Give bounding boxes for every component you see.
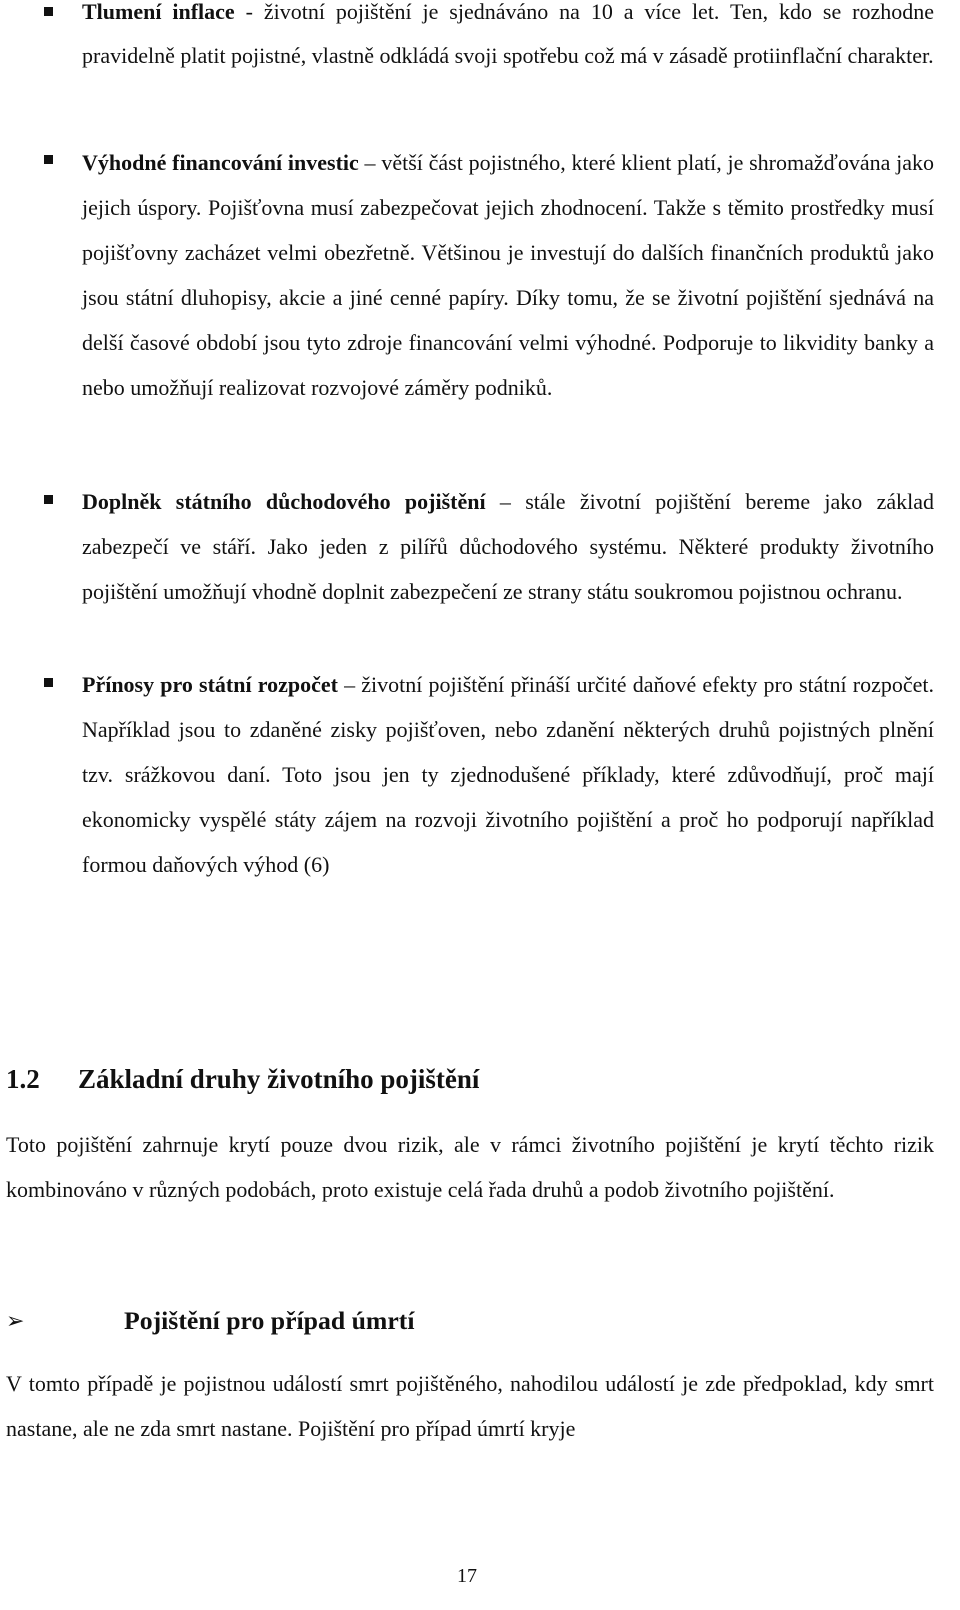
bullet-text: životní pojištění je sjednáváno na 10 a více let. Ten, kdo se rozhodne pravidelně platit pojistné, vlastně odkládá svoji spotřebu což má v zásadě protiinflační charakter. <box>82 0 934 68</box>
bullet-square-icon <box>44 678 53 687</box>
bullet-title: Výhodné financování investic <box>82 150 359 175</box>
bullet-text: větší část pojistného, které klient platí, je shromažďována jako jejich úspory. Pojišťovna musí zabezpečovat jejich zhodnocení. Takže s těmito prostředky musí pojišťovny zacházet velmi obezřetně. Většinou je investují do dalších finančních produktů jako jsou státní dluhopisy, akcie a jiné cenné papíry. Díky tomu, že se životní pojištění sjednává na delší časové období jsou tyto zdroje financování velmi výhodné. Podporuje to likvidity banky a nebo umožňují realizovat rozvojové záměry podniků. <box>82 150 935 400</box>
subsection-paragraph: V tomto případě je pojistnou událostí smrt pojištěného, nahodilou událostí je zde předpoklad, kdy smrt nastane, ale ne zda smrt nastane. Pojištění pro případ úmrtí kryje <box>6 1371 934 1441</box>
bullet-square-icon <box>44 7 53 16</box>
section-paragraph: Toto pojištění zahrnuje krytí pouze dvou rizik, ale v rámci životního pojištění je krytí těchto rizik kombinováno v různých podobách, proto existuje celá řada druhů a podob životního pojištění. <box>6 1132 934 1202</box>
section-heading <box>6 1062 479 1096</box>
section-title: Základní druhy životního pojištění <box>78 1064 480 1094</box>
bullet-separator: – <box>485 489 526 514</box>
bullet-item-inflation <box>82 0 934 77</box>
bullet-text: životní pojištění přináší určité daňové efekty pro státní rozpočet. Například jsou to zdaněné zisky pojišťoven, nebo zdanění některých druhů pojistných plnění tzv. srážkovou daní. Toto jsou jen ty zjednodušené příklady, které zdůvodňují, proč mají ekonomicky vyspělé státy zájem na rozvoji životního pojištění a proč ho podporují například formou daňových výhod (6) <box>82 672 935 877</box>
bullet-separator: – <box>337 672 362 697</box>
page-number: 17 <box>457 1565 477 1587</box>
bullet-title: Přínosy pro státní rozpočet <box>82 672 338 697</box>
bullet-text: stále životní pojištění bereme jako základ zabezpečí ve stáří. Jako jeden z pilířů důchodového systému. Některé produkty životního pojištění umožňují vhodně doplnit zabezpečení ze strany státu soukromou pojistnou ochranu. <box>82 489 934 604</box>
section-number: 1.2 <box>6 1064 40 1094</box>
subheading-title: Pojištění pro případ úmrtí <box>124 1306 415 1335</box>
bullet-separator: – <box>358 150 382 175</box>
bullet-title: Tlumení inflace <box>82 0 235 24</box>
bullet-title: Doplněk státního důchodového pojištění <box>82 489 486 514</box>
bullet-item-budget <box>82 662 934 887</box>
bullet-item-pension <box>82 479 934 614</box>
bullet-separator: - <box>234 0 264 24</box>
bullet-item-investment <box>82 140 934 410</box>
bullet-square-icon <box>44 155 53 164</box>
arrow-bullet-icon: ➢ <box>6 1308 25 1333</box>
bullet-square-icon <box>44 495 53 504</box>
